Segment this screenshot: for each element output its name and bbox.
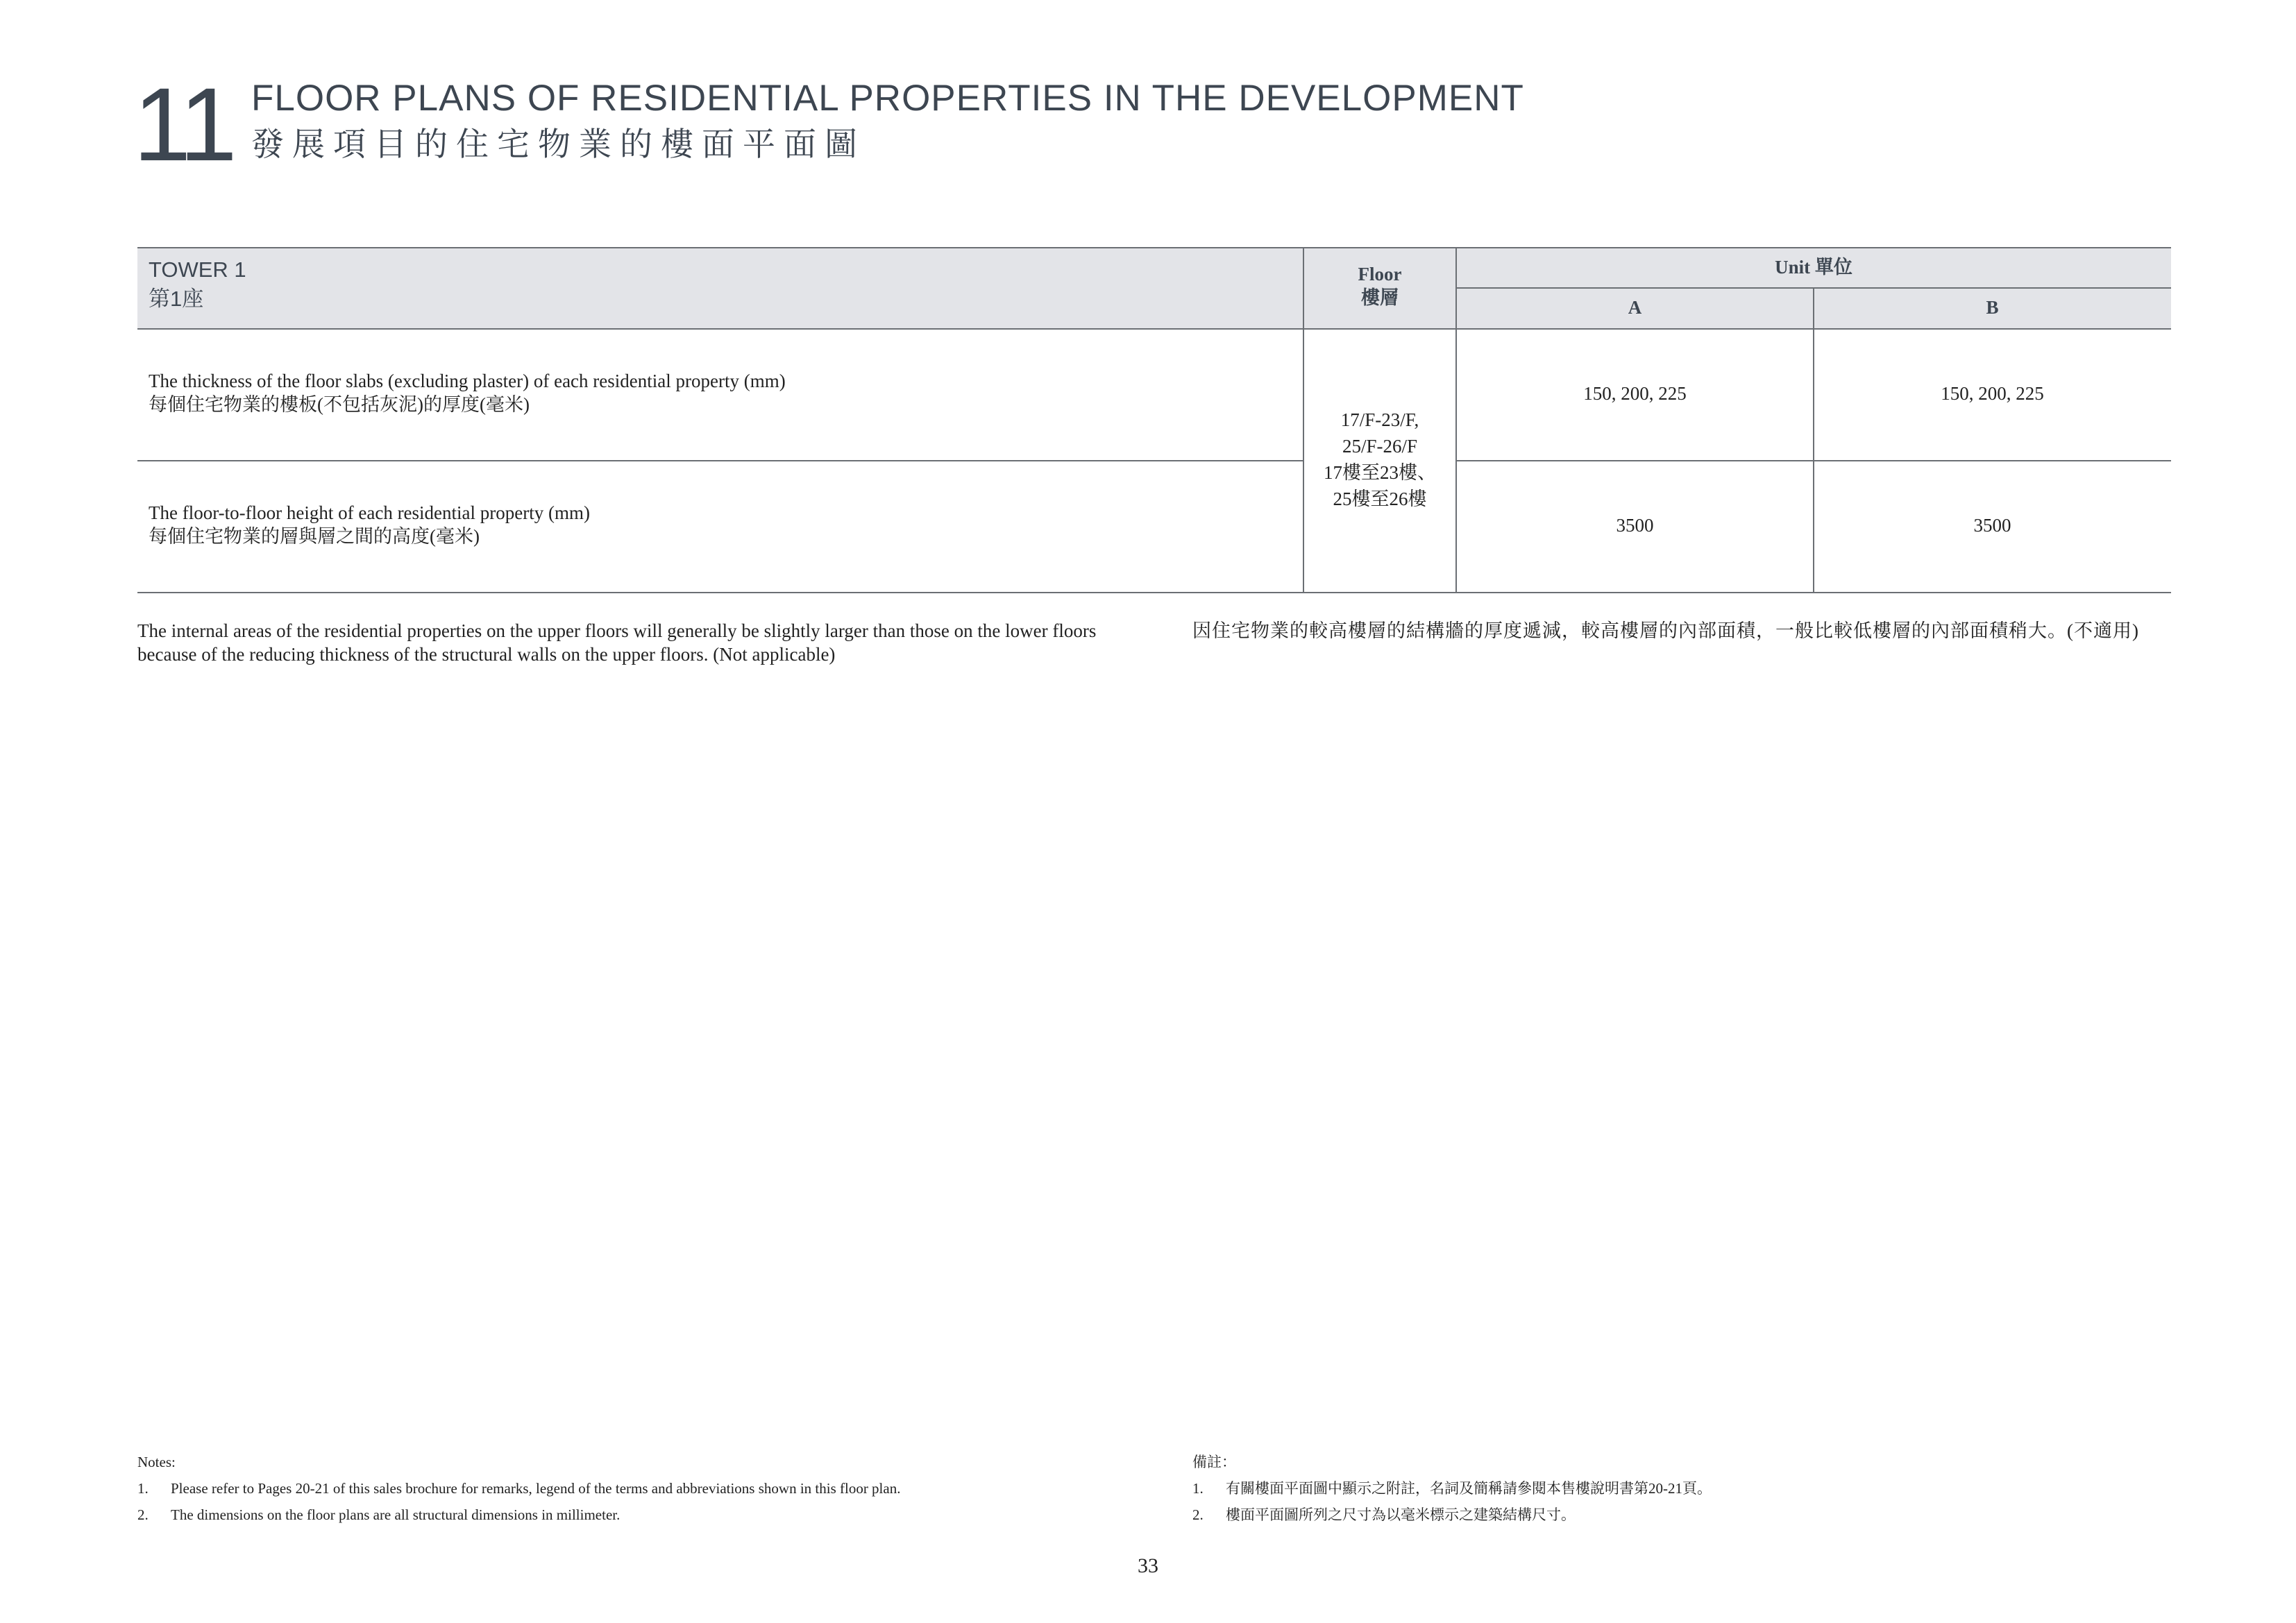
notes-heading-zh: 備註：: [1192, 1454, 1236, 1470]
row-slab-value-b: 150, 200, 225: [1941, 383, 2044, 404]
internal-area-note-zh: 因住宅物業的較高樓層的結構牆的厚度遞減，較高樓層的內部面積，一般比較低樓層的內部面積稍大。(不適用): [1192, 620, 2139, 641]
note-zh-2-num: 2.: [1192, 1506, 1204, 1523]
tower-label-zh: 第1座: [149, 287, 204, 311]
tower-label-en: TOWER 1: [149, 257, 246, 282]
section-number: 11: [133, 66, 233, 182]
page-number: 33: [1138, 1554, 1158, 1577]
notes-heading-en: Notes:: [137, 1454, 176, 1470]
row-height-label-zh: 每個住宅物業的層與層之間的高度(毫米): [149, 526, 480, 547]
row-divider-left: [137, 460, 1303, 461]
row-height-label-en: The floor-to-floor height of each residential property (mm): [149, 502, 590, 523]
unit-header: Unit 單位: [1775, 257, 1852, 278]
unit-a-b-divider: [1813, 287, 1814, 593]
page-title-zh: 發展項目的住宅物業的樓面平面圖: [251, 126, 866, 162]
unit-a-header: A: [1628, 297, 1642, 318]
row-slab-value-a: 150, 200, 225: [1583, 383, 1687, 404]
note-zh-1-num: 1.: [1192, 1480, 1204, 1497]
note-en-1-num: 1.: [137, 1480, 149, 1497]
table-top-border: [137, 247, 2171, 248]
row-height-value-a: 3500: [1616, 515, 1654, 536]
floor-range-zh-1: 17樓至23樓、: [1324, 462, 1436, 483]
row-slab-label-zh: 每個住宅物業的樓板(不包括灰泥)的厚度(毫米): [149, 394, 530, 415]
floor-range-en-2: 25/F-26/F: [1342, 436, 1418, 457]
row-height-value-b: 3500: [1973, 515, 2011, 536]
floor-header-zh: 樓層: [1361, 287, 1399, 308]
note-en-2-num: 2.: [137, 1506, 149, 1523]
row-slab-label-en: The thickness of the floor slabs (excluding plaster) of each residential property (mm): [149, 371, 786, 391]
note-zh-1-text: 有關樓面平面圖中顯示之附註，名詞及簡稱請參閱本售樓說明書第20-21頁。: [1226, 1480, 1712, 1497]
floor-range-en-1: 17/F-23/F,: [1340, 409, 1419, 430]
internal-area-note-en-2: because of the reducing thickness of the structural walls on the upper floors. (Not applicable): [137, 644, 836, 665]
note-zh-2-text: 樓面平面圖所列之尺寸為以毫米標示之建築結構尺寸。: [1226, 1506, 1576, 1523]
spec-table: [137, 247, 2171, 594]
page-title-en: FLOOR PLANS OF RESIDENTIAL PROPERTIES IN THE DEVELOPMENT: [251, 78, 1524, 119]
note-en-1-text: Please refer to Pages 20-21 of this sales brochure for remarks, legend of the terms and abbreviations shown in this floor plan.: [171, 1480, 901, 1497]
floor-header-en: Floor: [1358, 264, 1402, 284]
table-bottom-border: [137, 592, 2171, 593]
floor-range-zh-2: 25樓至26樓: [1333, 488, 1427, 509]
internal-area-note-en-1: The internal areas of the residential properties on the upper floors will generally be slightly larger than those on the lower floors: [137, 620, 1097, 641]
unit-b-header: B: [1986, 297, 1999, 318]
header-bottom-border: [137, 328, 2171, 330]
note-en-2-text: The dimensions on the floor plans are all structural dimensions in millimeter.: [171, 1506, 621, 1523]
